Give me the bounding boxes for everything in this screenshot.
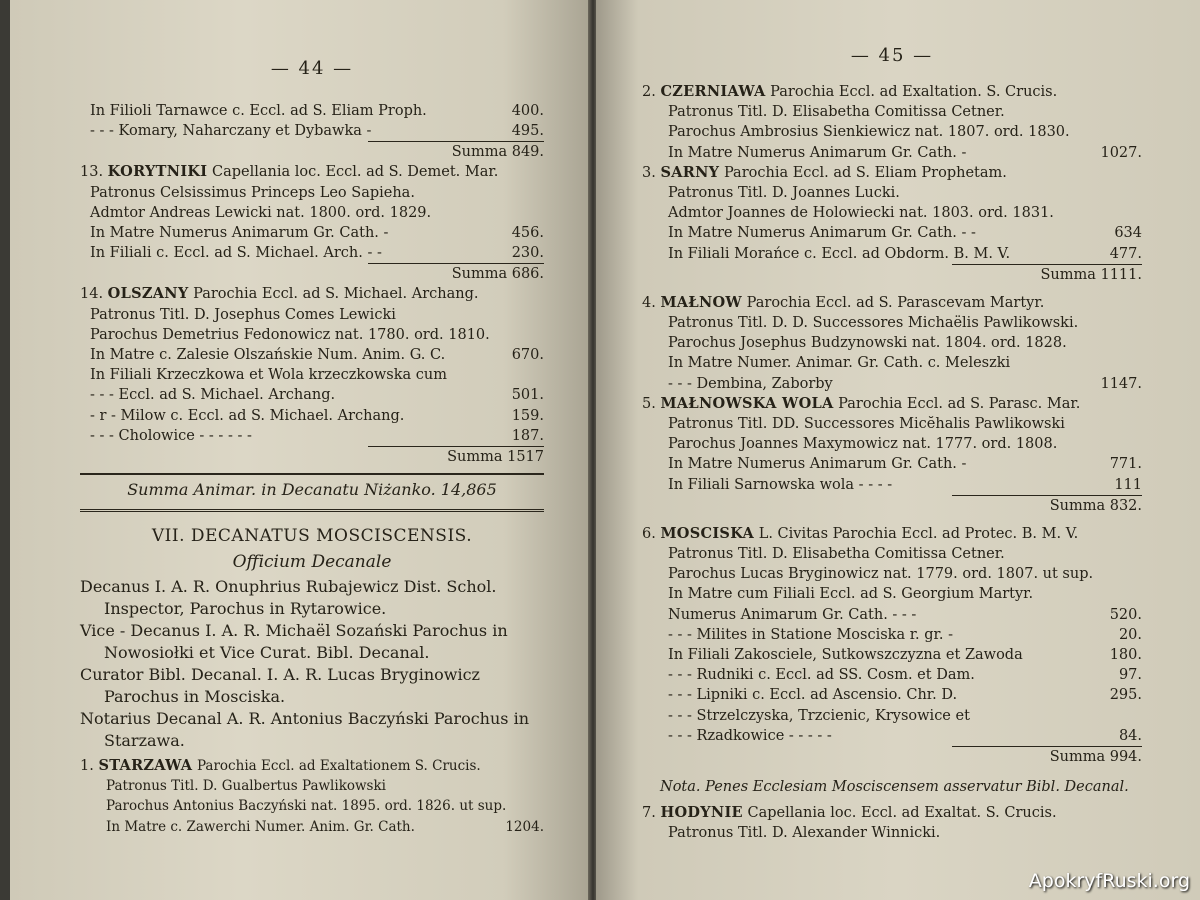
entry-line: Numerus Animarum Gr. Cath. - - - 520.	[642, 605, 1142, 625]
entry-line: - - - Dembina, Zaborby 1147.	[642, 374, 1142, 394]
entry-line: In Filioli Tarnawce c. Eccl. ad S. Eliam Proph. 400.	[80, 101, 544, 121]
page-number: — 44 —	[270, 58, 354, 79]
summa: Summa 832.	[952, 495, 1142, 516]
parish-heading: 1. STARZAWA Parochia Eccl. ad Exaltationem S. Crucis.	[80, 757, 481, 775]
count: 477.	[1109, 245, 1142, 262]
count: 670.	[511, 347, 544, 364]
official-entry: Notarius Decanal A. R. Antonius Baczyński Parochus in Starzawa.	[80, 709, 529, 751]
entry-line: - - - Rzadkowice - - - - - 84.	[642, 726, 1142, 746]
entry-line: Patronus Celsissimus Princeps Leo Sapieha.	[90, 184, 415, 201]
entry-line: - - - Komary, Naharczany et Dybawka - 495.	[80, 121, 544, 141]
official-entry: Decanus I. A. R. Onuphrius Rubajewicz Dist. Schol. Inspector, Parochus in Rytarowice.	[80, 577, 497, 619]
entry-line: Patronus Titl. D. Gualbertus Pawlikowski	[106, 778, 386, 795]
entry-line: - r - Milow c. Eccl. ad S. Michael. Archang. 159.	[80, 406, 544, 426]
count: 1204.	[505, 818, 544, 835]
count: 456.	[511, 225, 544, 242]
entry-line: In Filiali Zakosciele, Sutkowszczyzna et Zawoda 180.	[642, 645, 1142, 665]
entry-line: Patronus Titl. DD. Successores Micĕhalis Pawlikowski	[668, 416, 1065, 433]
decanate-title: VII. DECANATUS MOSCISCENSIS.	[151, 526, 473, 547]
entry-line: - - - Lipniki c. Eccl. ad Ascensio. Chr. D. 295.	[642, 685, 1142, 705]
divider	[80, 509, 544, 512]
count: 1027.	[1100, 144, 1142, 161]
entry-line: - - - Cholowice - - - - - - 187.	[80, 426, 544, 446]
count: 230.	[511, 245, 544, 262]
entry-line: In Filiali c. Eccl. ad S. Michael. Arch. - - 230.	[80, 243, 544, 263]
entry-line: Patronus Titl. D. D. Successores Michaëlis Pawlikowski.	[668, 315, 1079, 332]
entry-line: Admtor Andreas Lewicki nat. 1800. ord. 1829.	[90, 204, 432, 221]
entry-line: In Filiali Morańce c. Eccl. ad Obdorm. B. M. V. 477.	[642, 244, 1142, 264]
summa: Summa 1111.	[952, 264, 1142, 285]
entry-line: In Matre Numerus Animarum Gr. Cath. - 456.	[80, 223, 544, 243]
count: 97.	[1118, 667, 1142, 684]
official-entry: Vice - Decanus I. A. R. Michaël Sozański Parochus in Nowosiołki et Vice Curat. Bibl. Decanal.	[80, 621, 508, 663]
count: 771.	[1109, 456, 1142, 473]
parish-heading: 7. HODYNIE Capellania loc. Eccl. ad Exaltat. S. Crucis.	[642, 804, 1057, 822]
entry-line: Patronus Titl. D. Elisabetha Comitissa Cetner.	[668, 546, 1005, 563]
entry-line: In Matre c. Zalesie Olszańskie Num. Anim. G. C. 670.	[80, 345, 544, 365]
count: 180.	[1109, 647, 1142, 664]
entry-line: Patronus Titl. D. Josephus Comes Lewicki	[90, 306, 396, 323]
count: 187.	[511, 427, 544, 444]
count: 111	[1114, 476, 1142, 493]
nota: Nota. Penes Ecclesiam Mosciscensem asservatur Bibl. Decanal.	[660, 779, 1129, 796]
entry-line: - - - Strzelczyska, Trzcienic, Krysowice et	[668, 707, 970, 724]
entry-line: Patronus Titl. D. Joannes Lucki.	[668, 185, 900, 202]
entry-line: - - - Milites in Statione Mosciska r. gr. - 20.	[642, 625, 1142, 645]
count: 400.	[511, 103, 544, 119]
entry-line: In Matre Numerus Animarum Gr. Cath. - 771.	[642, 454, 1142, 474]
entry-line: In Matre Numerus Animarum Gr. Cath. - 1027.	[642, 143, 1142, 163]
count: 84.	[1118, 727, 1142, 744]
entry-line: In Filiali Sarnowska wola - - - - 111	[642, 475, 1142, 495]
entry-line: Parochus Joannes Maxymowicz nat. 1777. ord. 1808.	[668, 436, 1058, 453]
count: 1147.	[1100, 375, 1142, 392]
official-entry: Curator Bibl. Decanal. I. A. R. Lucas Bryginowicz Parochus in Mosciska.	[80, 665, 480, 707]
watermark: ApokryfRuski.org	[1028, 870, 1190, 892]
summa: Summa 686.	[368, 263, 544, 284]
entry-line: Parochus Lucas Bryginowicz nat. 1779. ord. 1807. ut sup.	[668, 566, 1094, 583]
summa: Summa 1517	[368, 446, 544, 467]
entry-line: Parochus Ambrosius Sienkiewicz nat. 1807. ord. 1830.	[668, 124, 1070, 141]
summa: Summa 994.	[952, 746, 1142, 767]
right-page	[596, 0, 1200, 900]
entry-line: Parochus Josephus Budzynowski nat. 1804. ord. 1828.	[668, 335, 1067, 352]
entry-line: Admtor Joannes de Holowiecki nat. 1803. ord. 1831.	[668, 205, 1054, 222]
entry-line: In Filiali Krzeczkowa et Wola krzeczkowska cum	[90, 367, 447, 384]
parish-heading: 13. KORYTNIKI Capellania loc. Eccl. ad S. Demet. Mar.	[80, 163, 499, 181]
entry-line: Parochus Demetrius Fedonowicz nat. 1780. ord. 1810.	[90, 326, 490, 343]
count: 634	[1114, 225, 1142, 242]
count: 520.	[1109, 606, 1142, 623]
left-page	[10, 0, 590, 900]
entry-line: Patronus Titl. D. Alexander Winnicki.	[668, 825, 941, 842]
entry-line: In Matre Numerus Animarum Gr. Cath. - - 634	[642, 223, 1142, 243]
count: 159.	[511, 407, 544, 424]
decanate-total: Summa Animar. in Decanatu Niżanko. 14,865	[127, 480, 497, 500]
entry-line: Parochus Antonius Baczyński nat. 1895. ord. 1826. ut sup.	[106, 798, 507, 815]
entry-line: In Matre Numer. Animar. Gr. Cath. c. Meleszki	[668, 355, 1011, 372]
parish-heading: 14. OLSZANY Parochia Eccl. ad S. Michael. Archang.	[80, 285, 479, 303]
count: 20.	[1118, 626, 1142, 643]
entry-line: Patronus Titl. D. Elisabetha Comitissa Cetner.	[668, 104, 1005, 121]
parish-heading: 2. CZERNIAWA Parochia Eccl. ad Exaltation. S. Crucis.	[642, 83, 1058, 100]
count: 501.	[511, 387, 544, 404]
summa: Summa 849.	[368, 141, 544, 162]
parish-heading: 6. MOSCISKA L. Civitas Parochia Eccl. ad Protec. B. M. V.	[642, 524, 1079, 542]
parish-heading: 3. SARNY Parochia Eccl. ad S. Eliam Prophetam.	[642, 163, 1007, 181]
entry-line: In Matre cum Filiali Eccl. ad S. Georgium Martyr.	[668, 586, 1034, 603]
parish-heading: 5. MAŁNOWSKA WOLA Parochia Eccl. ad S. Parasc. Mar.	[642, 394, 1081, 412]
count: 495.	[511, 123, 544, 140]
parish-heading: 4. MAŁNOW Parochia Eccl. ad S. Parascevam Martyr.	[642, 293, 1045, 311]
section-subtitle: Officium Decanale	[232, 552, 392, 573]
page-number: — 45 —	[850, 45, 934, 66]
entry-line: - - - Eccl. ad S. Michael. Archang. 501.	[80, 385, 544, 405]
entry-line: - - - Rudniki c. Eccl. ad SS. Cosm. et Dam. 97.	[642, 665, 1142, 685]
entry-line: In Matre c. Zawerchi Numer. Anim. Gr. Cath. 1204.	[80, 817, 544, 837]
count: 295.	[1109, 687, 1142, 704]
